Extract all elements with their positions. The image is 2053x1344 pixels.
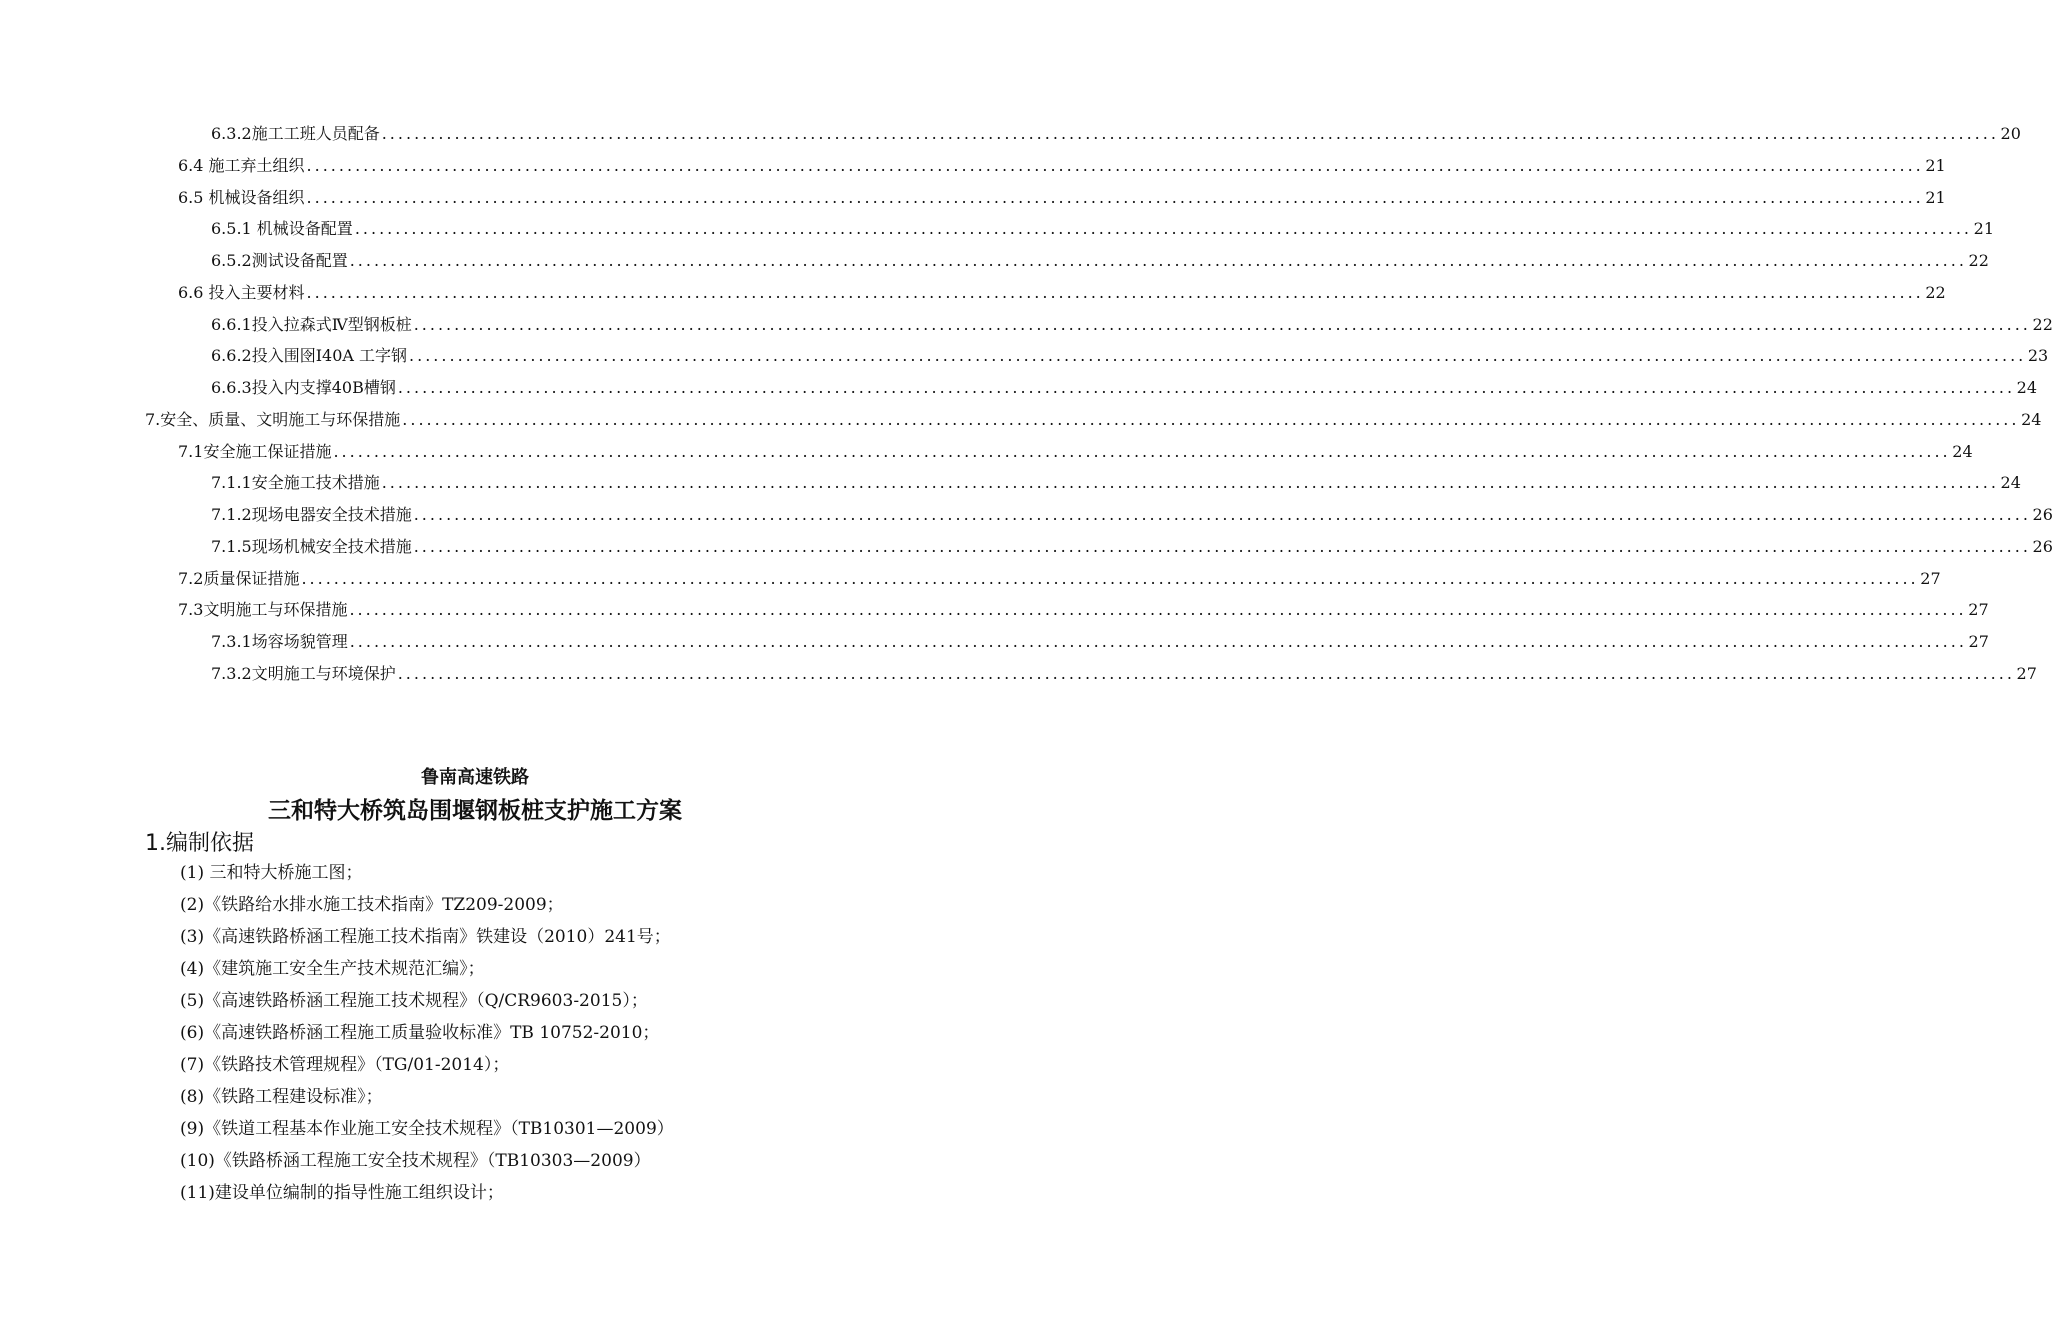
toc-entry-page: 22 bbox=[1968, 251, 1989, 270]
toc-entry-label: 7.2质量保证措施 bbox=[178, 569, 300, 588]
reference-item: (8)《铁路工程建设标准》； bbox=[180, 1087, 383, 1107]
toc-entry[interactable] bbox=[178, 184, 1946, 212]
toc-entry-page: 26 bbox=[2032, 505, 2053, 524]
toc-entry-page: 24 bbox=[2021, 410, 2042, 429]
toc-entry[interactable] bbox=[211, 311, 2053, 339]
toc-leader-dots: ........................................................................................................................................................................................................ bbox=[301, 569, 1919, 588]
reference-item: (6)《高速铁路桥涵工程施工质量验收标准》TB 10752-2010； bbox=[180, 1023, 660, 1043]
reference-item: (10)《铁路桥涵工程施工安全技术规程》（TB10303—2009） bbox=[180, 1151, 651, 1171]
toc-entry[interactable] bbox=[211, 660, 2037, 688]
reference-item: (2)《铁路给水排水施工技术指南》TZ209-2009； bbox=[180, 895, 564, 915]
toc-entry-page: 24 bbox=[1952, 442, 1973, 461]
document-subtitle: 鲁南高速铁路 bbox=[421, 767, 529, 788]
reference-item: (11)建设单位编制的指导性施工组织设计； bbox=[180, 1183, 504, 1203]
reference-item: (9)《铁道工程基本作业施工安全技术规程》（TB10301—2009） bbox=[180, 1119, 674, 1139]
toc-entry[interactable] bbox=[211, 469, 2021, 497]
toc-entry[interactable] bbox=[178, 596, 1989, 624]
toc-entry-page: 27 bbox=[1968, 632, 1989, 651]
toc-entry-label: 6.6.2投入围囹I40A 工字钢 bbox=[211, 346, 408, 365]
toc-entry-label: 7.1安全施工保证措施 bbox=[178, 442, 332, 461]
toc-leader-dots: ........................................................................................................................................................................................................ bbox=[349, 251, 1967, 270]
toc-leader-dots: ........................................................................................................................................................................................................ bbox=[349, 632, 1967, 651]
toc-leader-dots: ........................................................................................................................................................................................................ bbox=[306, 283, 1924, 302]
toc-entry-label: 7.3.2文明施工与环境保护 bbox=[211, 664, 396, 683]
toc-entry[interactable] bbox=[145, 406, 2042, 434]
toc-entry-page: 27 bbox=[1968, 600, 1989, 619]
toc-entry-label: 7.1.1安全施工技术措施 bbox=[211, 473, 380, 492]
toc-leader-dots: ........................................................................................................................................................................................................ bbox=[333, 442, 1951, 461]
toc-leader-dots: ........................................................................................................................................................................................................ bbox=[354, 219, 1972, 238]
toc-entry-label: 7.安全、质量、文明施工与环保措施 bbox=[145, 410, 401, 429]
toc-leader-dots: ........................................................................................................................................................................................................ bbox=[402, 410, 2020, 429]
toc-entry[interactable] bbox=[178, 565, 1941, 593]
reference-item: (7)《铁路技术管理规程》（TG/01-2014）； bbox=[180, 1055, 510, 1075]
toc-entry[interactable] bbox=[211, 374, 2038, 402]
toc-entry-label: 6.5.1 机械设备配置 bbox=[211, 219, 353, 238]
toc-entry[interactable] bbox=[178, 438, 1973, 466]
toc-leader-dots: ........................................................................................................................................................................................................ bbox=[413, 315, 2031, 334]
toc-entry-label: 6.6 投入主要材料 bbox=[178, 283, 305, 302]
toc-entry-page: 26 bbox=[2032, 537, 2053, 556]
toc-leader-dots: ........................................................................................................................................................................................................ bbox=[306, 156, 1924, 175]
toc-entry-page: 20 bbox=[2000, 124, 2021, 143]
toc-entry-page: 24 bbox=[2000, 473, 2021, 492]
toc-entry-label: 6.4 施工弃土组织 bbox=[178, 156, 305, 175]
toc-leader-dots: ........................................................................................................................................................................................................ bbox=[397, 378, 2016, 397]
toc-entry-label: 6.5 机械设备组织 bbox=[178, 188, 305, 207]
toc-entry-page: 22 bbox=[2032, 315, 2053, 334]
toc-entry-page: 27 bbox=[2016, 664, 2037, 683]
toc-leader-dots: ........................................................................................................................................................................................................ bbox=[413, 505, 2031, 524]
toc-entry[interactable] bbox=[211, 501, 2053, 529]
toc-leader-dots: ........................................................................................................................................................................................................ bbox=[413, 537, 2031, 556]
toc-leader-dots: ........................................................................................................................................................................................................ bbox=[397, 664, 2015, 683]
toc-entry[interactable] bbox=[211, 628, 1989, 656]
toc-entry[interactable] bbox=[211, 215, 1994, 243]
toc-entry[interactable] bbox=[211, 247, 1989, 275]
toc-leader-dots: ........................................................................................................................................................................................................ bbox=[381, 473, 1999, 492]
toc-entry[interactable] bbox=[211, 533, 2053, 561]
toc-entry[interactable] bbox=[178, 279, 1946, 307]
toc-leader-dots: ........................................................................................................................................................................................................ bbox=[409, 346, 2027, 365]
toc-entry-label: 6.6.3投入内支撑40B槽钢 bbox=[211, 378, 396, 397]
section-heading: 1.编制依据 bbox=[145, 831, 254, 856]
reference-list bbox=[180, 857, 880, 1209]
toc-entry-page: 21 bbox=[1973, 219, 1994, 238]
toc-entry-label: 7.1.2现场电器安全技术措施 bbox=[211, 505, 412, 524]
toc-entry-page: 21 bbox=[1925, 188, 1946, 207]
toc-entry[interactable] bbox=[211, 120, 2021, 148]
toc-leader-dots: ........................................................................................................................................................................................................ bbox=[381, 124, 1999, 143]
toc-entry-label: 6.5.2测试设备配置 bbox=[211, 251, 348, 270]
toc-leader-dots: ........................................................................................................................................................................................................ bbox=[306, 188, 1924, 207]
document-title: 三和特大桥筑岛围堰钢板桩支护施工方案 bbox=[268, 798, 682, 824]
reference-item: (3)《高速铁路桥涵工程施工技术指南》铁建设（2010）241号； bbox=[180, 927, 671, 947]
reference-item: (1) 三和特大桥施工图； bbox=[180, 863, 363, 883]
toc-entry-page: 27 bbox=[1920, 569, 1941, 588]
toc-entry-label: 6.6.1投入拉森式Ⅳ型钢板桩 bbox=[211, 315, 412, 334]
toc-entry-label: 6.3.2施工工班人员配备 bbox=[211, 124, 380, 143]
toc-entry-page: 24 bbox=[2016, 378, 2038, 397]
reference-item: (4)《建筑施工安全生产技术规范汇编》； bbox=[180, 959, 485, 979]
toc-entry-page: 22 bbox=[1925, 283, 1946, 302]
toc-entry-label: 7.3.1场容场貌管理 bbox=[211, 632, 348, 651]
toc-entry-page: 21 bbox=[1925, 156, 1946, 175]
reference-item: (5)《高速铁路桥涵工程施工技术规程》（Q/CR9603-2015）； bbox=[180, 991, 648, 1011]
toc-entry[interactable] bbox=[211, 342, 2049, 370]
toc-leader-dots: ........................................................................................................................................................................................................ bbox=[349, 600, 1967, 619]
toc-entry[interactable] bbox=[178, 152, 1946, 180]
toc-entry-label: 7.1.5现场机械安全技术措施 bbox=[211, 537, 412, 556]
toc-entry-page: 23 bbox=[2027, 346, 2049, 365]
toc-entry-label: 7.3文明施工与环保措施 bbox=[178, 600, 348, 619]
